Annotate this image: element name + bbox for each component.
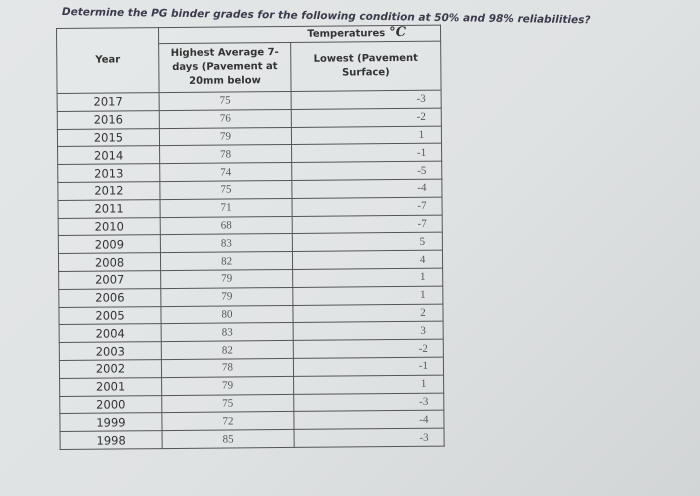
highest-temp-cell: 75: [162, 394, 294, 413]
lowest-temp-cell: -7: [292, 215, 442, 234]
highest-temp-cell: 79: [162, 376, 294, 395]
year-cell: 1999: [60, 413, 162, 432]
temperature-table-container: [56, 25, 444, 450]
lowest-temp-cell: 4: [292, 250, 442, 269]
highest-temp-cell: 72: [162, 412, 294, 431]
highest-temp-cell: 68: [160, 216, 292, 235]
lowest-temp-cell: -1: [292, 144, 442, 163]
lowest-temp-cell: 1: [291, 126, 441, 145]
lowest-temp-cell: -3: [291, 90, 441, 109]
year-cell: 2007: [59, 271, 161, 290]
year-cell: 2008: [58, 253, 160, 272]
highest-temp-cell: 79: [161, 269, 293, 288]
lowest-temp-cell: 2: [293, 304, 443, 323]
highest-temp-cell: 82: [161, 341, 293, 360]
year-cell: 2000: [60, 395, 162, 414]
question-heading: Determine the PG binder grades for the following condition at 50% and 98% reliabilities?: [61, 6, 591, 27]
year-cell: 2013: [58, 164, 160, 183]
lowest-temp-cell: -1: [293, 357, 443, 376]
lowest-temp-cell: 1: [294, 375, 444, 394]
lowest-temp-cell: -2: [293, 339, 443, 358]
temperature-table-body: [57, 90, 444, 449]
lowest-temp-cell: -7: [292, 197, 442, 216]
lowest-temp-cell: -3: [294, 393, 444, 412]
year-cell: 2011: [58, 199, 160, 218]
temperatures-header-label: Temperatures: [307, 28, 386, 40]
highest-temp-cell: 79: [159, 127, 291, 146]
highest-temp-cell: 85: [162, 430, 294, 449]
year-cell: 2012: [58, 182, 160, 201]
year-column-header: [57, 28, 160, 94]
highest-temp-cell: 75: [159, 91, 291, 110]
lowest-temp-cell: -3: [294, 428, 444, 447]
lowest-temp-cell: 5: [292, 233, 442, 252]
highest-temp-cell: 83: [160, 234, 292, 253]
year-cell: 2002: [59, 360, 161, 379]
year-header-label: Year: [95, 54, 121, 66]
lowest-temp-cell: 3: [293, 321, 443, 340]
highest-temp-cell: 74: [160, 163, 292, 182]
year-cell: 2003: [59, 342, 161, 361]
year-cell: 2010: [58, 217, 160, 236]
lowest-temp-cell: -4: [292, 179, 442, 198]
highest-temp-cell: 75: [160, 180, 292, 199]
highest-temp-cell: 78: [161, 358, 293, 377]
highest-temp-cell: 78: [160, 145, 292, 164]
year-cell: 2014: [58, 146, 160, 165]
year-cell: 2004: [59, 324, 161, 343]
lowest-temp-cell: 1: [293, 268, 443, 287]
year-cell: 1998: [60, 431, 162, 450]
year-cell: 2001: [60, 377, 162, 396]
year-cell: 2017: [57, 93, 159, 112]
highest-temp-cell: 79: [161, 287, 293, 306]
highest-temp-cell: 82: [160, 252, 292, 271]
year-cell: 2005: [59, 306, 161, 325]
lowest-temp-cell: -5: [292, 161, 442, 180]
temperatures-group-header: [159, 25, 441, 43]
year-cell: 2006: [59, 288, 161, 307]
lowest-temp-header-label: Lowest (Pavement Surface): [313, 52, 418, 79]
highest-temp-cell: 83: [161, 323, 293, 342]
lowest-temp-cell: -4: [294, 410, 444, 429]
lowest-temp-cell: -2: [291, 108, 441, 127]
year-cell: 2009: [58, 235, 160, 254]
lowest-temp-header: [291, 41, 441, 91]
year-cell: 2016: [57, 110, 159, 129]
highest-temp-cell: 71: [160, 198, 292, 217]
highest-temp-cell: 80: [161, 305, 293, 324]
lowest-temp-cell: 1: [293, 286, 443, 305]
table-row: [60, 428, 444, 449]
highest-temp-header-label: Highest Average 7-days (Pavement at 20mm below: [170, 47, 279, 87]
highest-temp-header: [159, 42, 291, 92]
highest-temp-cell: 76: [159, 109, 291, 128]
unit-mark: °C: [389, 24, 407, 41]
temperature-table: [56, 25, 445, 450]
year-cell: 2015: [57, 128, 159, 147]
